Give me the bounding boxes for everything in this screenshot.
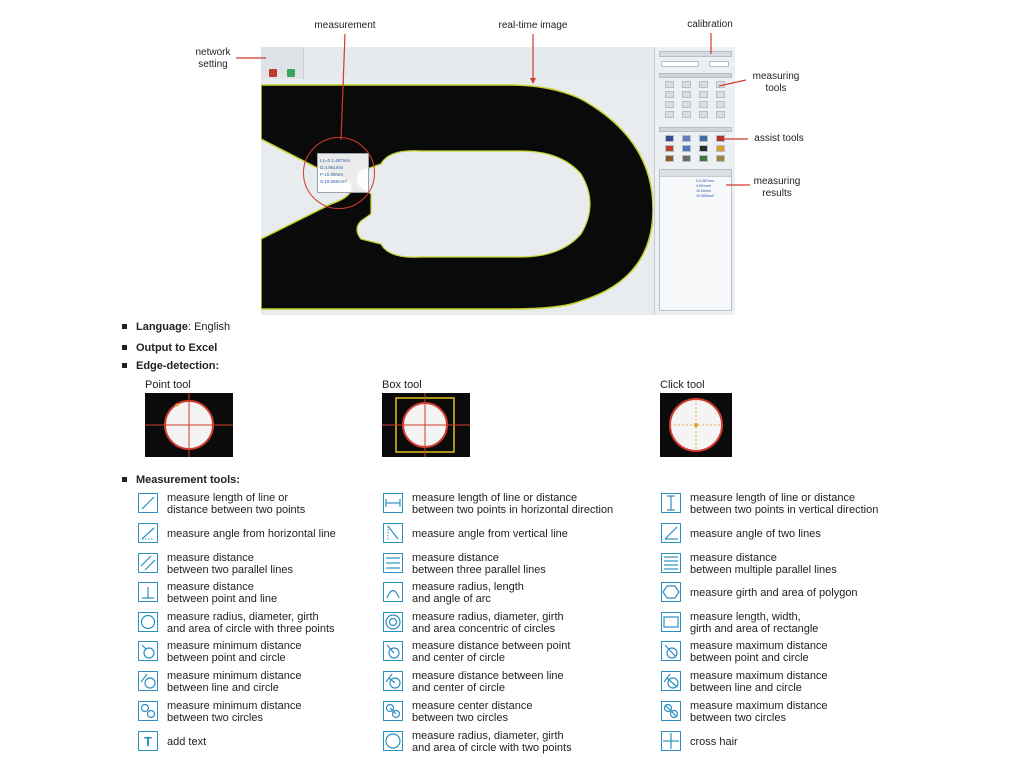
callout-measuring-tools-text: measuring tools (752, 71, 800, 94)
box-tool-image (382, 393, 470, 457)
two-circles-center-icon (383, 701, 403, 721)
tool-description-line: measure distance (412, 552, 499, 564)
tool-description-line: between two circles (690, 712, 786, 724)
callout-measuring-results-text: measuring results (753, 176, 801, 199)
result-value: 19.565mm² (696, 194, 715, 198)
bullet-bold: Language (136, 321, 188, 333)
result-value: 4.951mm (696, 184, 711, 188)
angle-horizontal-icon (138, 523, 158, 543)
tool-description-line: between point and circle (690, 652, 809, 664)
tool-description (167, 700, 302, 724)
point-circle-max-icon (661, 641, 681, 661)
parallel-lines-icon (138, 553, 158, 573)
callout-network-setting (180, 47, 246, 71)
circle-three-points-icon (138, 612, 158, 632)
tool-description-line: between point and line (167, 593, 278, 605)
tool-description-line: between point and circle (167, 652, 286, 664)
tool-description-line: measure length of line or (167, 492, 289, 504)
point-tool-image (145, 393, 233, 457)
svg-text:T: T (144, 734, 152, 749)
tool-description (412, 730, 572, 754)
tool-description (412, 492, 613, 516)
tool-description-line: cross hair (690, 736, 738, 748)
tool-description-line: measure radius, diameter, girth (412, 730, 564, 742)
two-circles-min-icon (138, 701, 158, 721)
tool-description-line: and area of circle with two points (412, 742, 572, 754)
tool-description-line: measure minimum distance (167, 700, 302, 712)
tool-description (412, 640, 570, 664)
tool-description (167, 581, 277, 605)
callout-network-text: network setting (195, 47, 231, 70)
tool-description-line: measure angle of two lines (690, 528, 821, 540)
tool-description-line: between multiple parallel lines (690, 564, 837, 576)
tool-description-line: measure minimum distance (167, 640, 302, 652)
tool-description-line: between two points in vertical direction (690, 504, 879, 516)
polygon-icon (661, 582, 681, 602)
line-circle-center-icon (383, 671, 403, 691)
tool-description-line: between line and circle (167, 682, 279, 694)
tool-description (690, 640, 828, 664)
tool-description-line: add text (167, 736, 207, 748)
readout-line: L1=0.1.467mm (320, 158, 351, 163)
circle-two-points-icon (383, 731, 403, 751)
three-parallel-icon (383, 553, 403, 573)
tool-description-line: between line and circle (690, 682, 802, 694)
tool-description (690, 492, 878, 516)
tool-description-line: measure maximum distance (690, 640, 828, 652)
tool-description (412, 528, 568, 540)
readout-line: D:4.951mm (320, 165, 344, 170)
callout-assist-tools: assist tools (754, 133, 804, 144)
tool-description (412, 552, 546, 576)
tool-description-line: and area concentric of circles (412, 623, 556, 635)
bullet-bold: Output to Excel (136, 342, 218, 354)
callout-realtime-image: real-time image (498, 20, 568, 31)
point-circle-center-icon (383, 641, 403, 661)
tool-description (412, 611, 564, 635)
tool-description-line: measure maximum distance (690, 700, 828, 712)
tool-description (690, 587, 858, 599)
tool-description-line: measure distance between point (412, 640, 571, 652)
tool-description-line: measure center distance (412, 700, 533, 712)
tool-description (167, 528, 336, 540)
tool-description-line: measure maximum distance (690, 670, 828, 682)
tool-description-line: measure radius, length (412, 581, 524, 593)
horizontal-distance-icon (383, 493, 403, 513)
multiple-parallel-icon (661, 553, 681, 573)
tool-description-line: measure distance (167, 552, 254, 564)
bullet-bold: Edge-detection: (136, 360, 220, 372)
cross-hair-icon (661, 731, 681, 751)
tool-description-line: between two parallel lines (167, 564, 293, 576)
tool-description-line: between two circles (412, 712, 508, 724)
bullet-output-excel (122, 342, 217, 354)
edge-tool-label-point: Point tool (145, 379, 191, 391)
tool-description-line: measure radius, diameter, girth (167, 611, 319, 623)
tool-description (690, 700, 828, 724)
tool-description-line: girth and area of rectangle (690, 623, 819, 635)
line-circle-min-icon (138, 671, 158, 691)
click-tool-image (660, 393, 732, 457)
tool-description-line: measure length, width, (690, 611, 801, 623)
bullet-measurement-tools (122, 474, 240, 486)
tool-description (412, 700, 532, 724)
tool-description-line: measure angle from vertical line (412, 528, 568, 540)
tool-description (167, 611, 335, 635)
result-value: 0.0.467mm (696, 179, 714, 183)
tool-description-line: and area of circle with three points (167, 623, 335, 635)
callout-calibration: calibration (687, 19, 733, 30)
edge-tool-label-box: Box tool (382, 379, 422, 391)
readout-line: S:19.565mm² (320, 179, 348, 184)
readout-line: P:15.69mm (320, 172, 344, 177)
tool-description-line: measure girth and area of polygon (690, 587, 858, 599)
tool-description (167, 640, 302, 664)
tool-description-line: measure radius, diameter, girth (412, 611, 564, 623)
angle-vertical-icon (383, 523, 403, 543)
tool-description-line: between two circles (167, 712, 263, 724)
tool-description-line: between two points in horizontal direction (412, 504, 614, 516)
callout-measuring-tools (738, 71, 814, 95)
tool-description (167, 492, 305, 516)
tool-description-line: and center of circle (412, 682, 505, 694)
tool-description (690, 736, 738, 748)
rectangle-icon (661, 612, 681, 632)
tool-description (412, 581, 524, 605)
bullet-edge-detection (122, 360, 219, 372)
edge-tool-label-click: Click tool (660, 379, 705, 391)
text-icon (138, 731, 158, 751)
two-lines-angle-icon (661, 523, 681, 543)
callout-measuring-results (740, 176, 814, 200)
point-circle-min-icon (138, 641, 158, 661)
line-icon (138, 493, 158, 513)
tool-description-line: measure length of line or distance (690, 492, 856, 504)
vertical-distance-icon (661, 493, 681, 513)
bullet-rest: : English (187, 321, 231, 333)
tool-description-line: measure minimum distance (167, 670, 302, 682)
two-circles-max-icon (661, 701, 681, 721)
arc-icon (383, 582, 403, 602)
concentric-circles-icon (383, 612, 403, 632)
callout-lines (0, 0, 1024, 330)
tool-description (167, 736, 206, 748)
tool-description-line: and center of circle (412, 652, 505, 664)
bullet-language (122, 321, 230, 333)
tool-description (690, 528, 821, 540)
point-line-icon (138, 582, 158, 602)
tool-description (690, 670, 828, 694)
callout-measurement: measurement (314, 20, 376, 31)
tool-description-line: measure length of line or distance (412, 492, 578, 504)
tool-description (690, 552, 837, 576)
line-circle-max-icon (661, 671, 681, 691)
tool-description (167, 552, 293, 576)
tool-description-line: measure angle from horizontal line (167, 528, 336, 540)
tool-description-line: measure distance between line (412, 670, 564, 682)
tool-description (690, 611, 818, 635)
tool-description-line: between three parallel lines (412, 564, 546, 576)
measurement-heading: Measurement tools: (136, 474, 240, 486)
tool-description-line: measure distance (167, 581, 254, 593)
tool-description (167, 670, 302, 694)
tool-description (412, 670, 564, 694)
tool-description-line: distance between two points (167, 504, 306, 516)
tool-description-line: measure distance (690, 552, 777, 564)
tool-description-line: and angle of arc (412, 593, 491, 605)
result-value: 15.69mm (696, 189, 711, 193)
